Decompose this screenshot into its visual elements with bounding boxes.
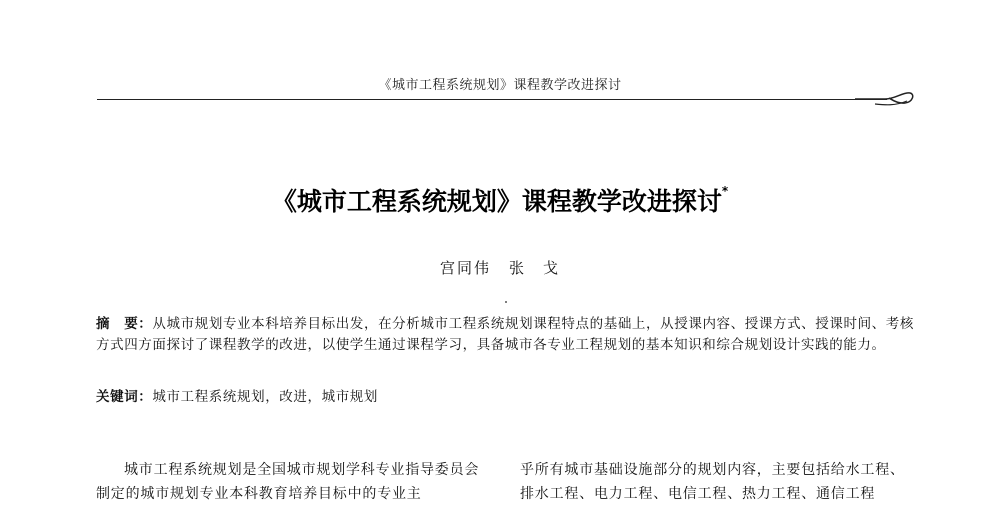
title-footnote-mark: *	[721, 184, 729, 198]
body-column-right	[520, 458, 908, 506]
print-speck	[505, 301, 507, 303]
article-title	[0, 182, 1000, 218]
keywords-block	[96, 387, 914, 408]
author-name: 张 戈	[509, 259, 561, 277]
author-name: 宫同伟	[439, 259, 491, 277]
body-column-left	[96, 458, 484, 506]
header-swirl-ornament	[855, 84, 915, 114]
abstract-block	[96, 314, 914, 356]
body-paragraph: 乎所有城市基础设施部分的规划内容，主要包括给水工程、排水工程、电力工程、电信工程、热力工程、通信工程	[520, 462, 905, 502]
author-line	[0, 257, 1000, 278]
header-rule	[97, 99, 887, 100]
abstract-text: 从城市规划专业本科培养目标出发，在分析城市工程系统规划课程特点的基础上，从授课内容、授课方式、授课时间、考核方式四方面探讨了课程教学的改进，以使学生通过课程学习，具备城市各专业工程规划的基本知识和综合规划设计实践的能力。	[96, 316, 914, 353]
abstract-label: 摘 要：	[96, 316, 153, 332]
keywords-text: 城市工程系统规划，改进，城市规划	[152, 389, 379, 405]
body-paragraph: 城市工程系统规划是全国城市规划学科专业指导委员会制定的城市规划专业本科教育培养目标中的专业主	[96, 462, 480, 502]
keywords-label: 关键词：	[96, 389, 153, 405]
article-title-text: 《城市工程系统规划》课程教学改进探讨	[271, 187, 722, 216]
running-header: 《城市工程系统规划》课程教学改进探讨	[378, 78, 622, 93]
